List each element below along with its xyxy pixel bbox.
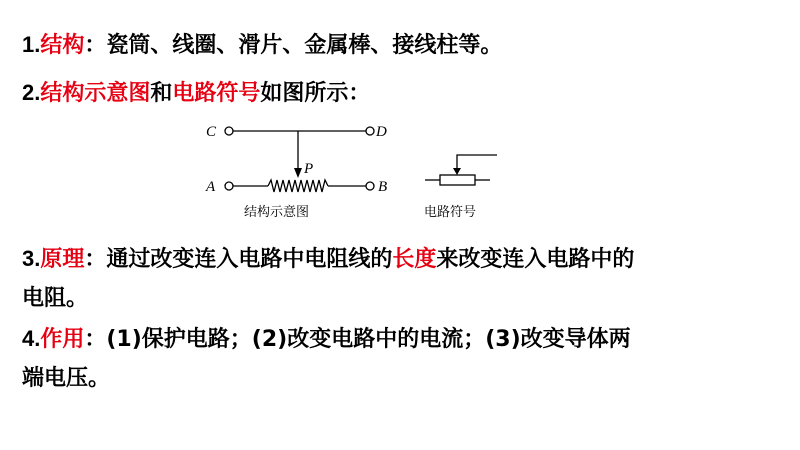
terminal-a <box>225 182 233 190</box>
diagram-intro-text: 如图所示： <box>260 81 371 106</box>
connector-text: 和 <box>150 81 173 106</box>
principle-text-3: 电阻。 <box>22 286 89 311</box>
label-d: D <box>376 124 387 140</box>
diagram-keyword: 结构示意图 <box>40 81 151 106</box>
label-p: P <box>304 161 314 177</box>
label-a: A <box>206 179 216 195</box>
principle-text-2: 来改变连入电路中的 <box>436 247 635 272</box>
function-line-continued <box>22 364 110 394</box>
item-number: 3. <box>22 246 41 271</box>
function-keyword: 作用 <box>40 327 85 352</box>
label-b: B <box>378 179 388 195</box>
resistance-coil <box>268 180 328 192</box>
symbol-arrow-icon <box>453 168 461 175</box>
item-number: 4. <box>22 326 41 351</box>
slider-lead <box>457 155 497 170</box>
terminal-c <box>225 127 233 135</box>
item-number: 1. <box>22 32 41 57</box>
structure-caption: 结构示意图 <box>244 205 310 220</box>
terminal-d <box>366 127 374 135</box>
length-keyword: 长度 <box>392 247 437 272</box>
label-c: C <box>206 124 217 140</box>
principle-line-continued <box>22 284 88 314</box>
symbol-keyword: 电路符号 <box>172 81 261 106</box>
slider-arrow-icon <box>294 168 302 178</box>
rheostat-symbol <box>425 155 497 185</box>
structure-keyword: 结构 <box>40 33 85 58</box>
symbol-caption: 电路符号 <box>424 205 477 220</box>
principle-text-1: ：通过改变连入电路中电阻线的 <box>84 247 393 272</box>
structure-diagram <box>225 127 374 192</box>
principle-keyword: 原理 <box>40 247 85 272</box>
terminal-b <box>366 182 374 190</box>
function-text-1: ：(1)保护电路；(2)改变电路中的电流；(3)改变导体两 <box>84 327 631 352</box>
principle-line <box>22 244 634 275</box>
resistor-box <box>440 175 475 185</box>
item-number: 2. <box>22 80 41 105</box>
function-line <box>22 324 631 355</box>
function-text-2: 端电压。 <box>22 366 111 391</box>
structure-text: ：瓷筒、线圈、滑片、金属棒、接线柱等。 <box>84 33 503 58</box>
